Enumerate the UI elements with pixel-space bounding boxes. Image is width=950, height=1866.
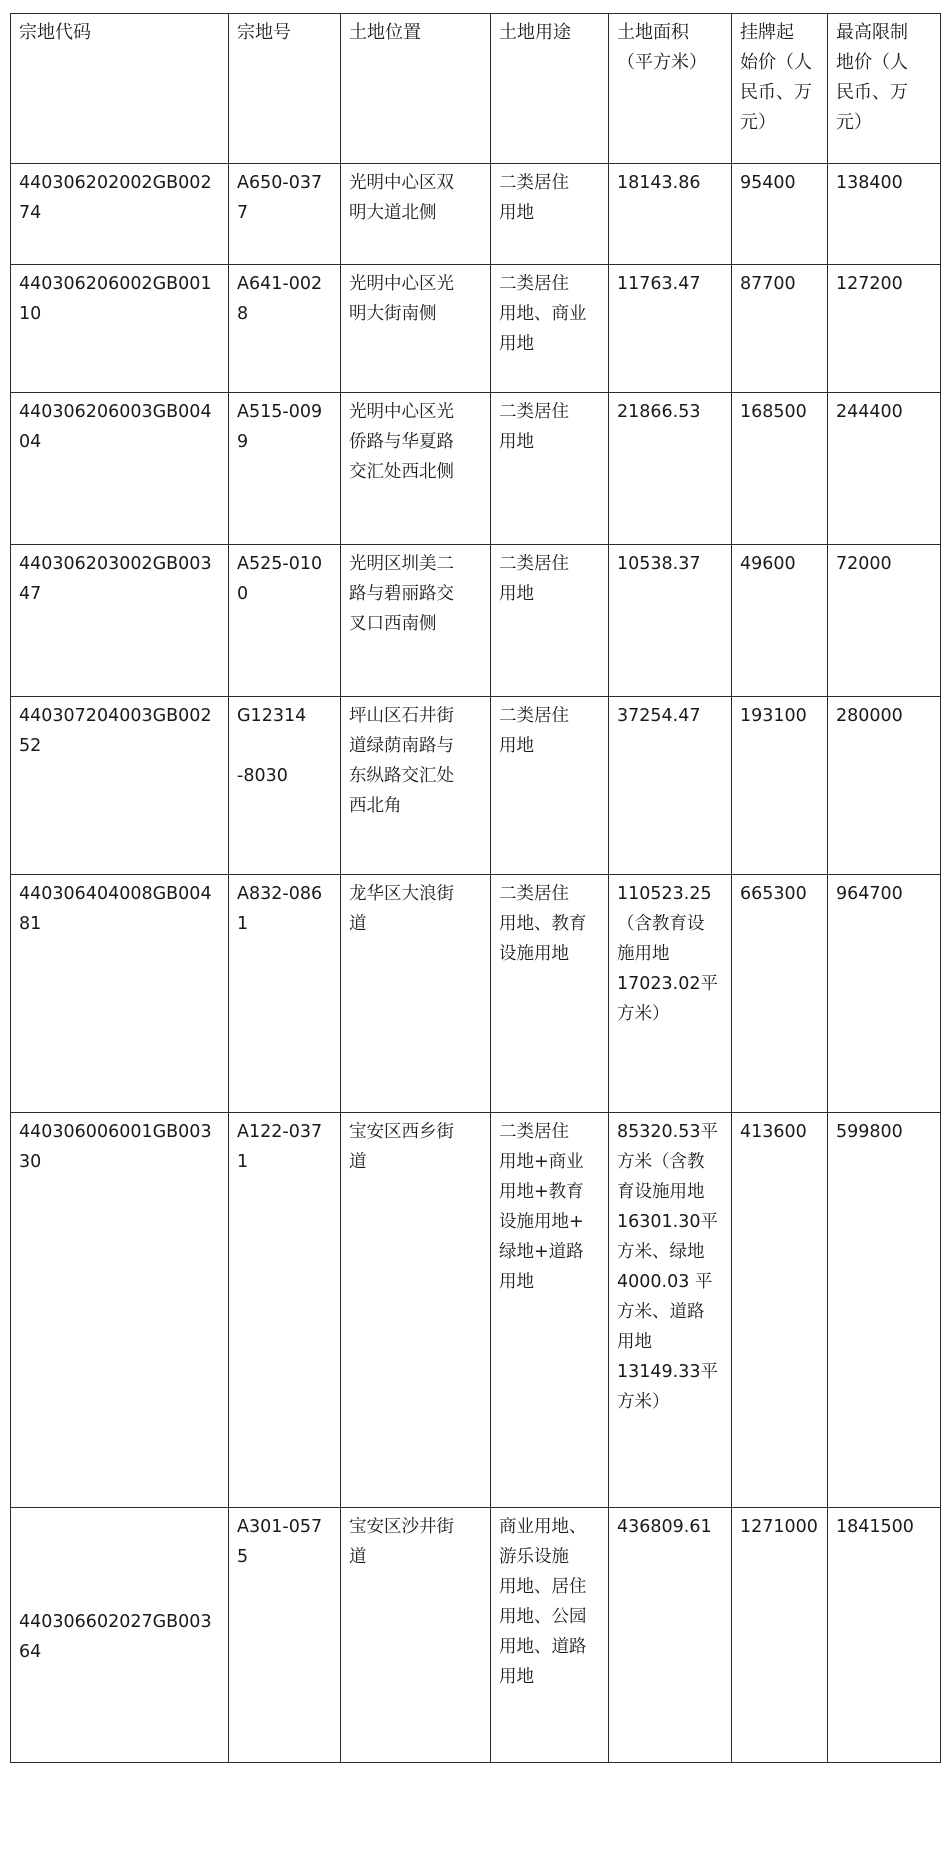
- table-row: [11, 875, 941, 1113]
- cell-land-location: 光明中心区双 明大道北侧: [341, 164, 491, 265]
- cell-land-location: 龙华区大浪街 道: [341, 875, 491, 1113]
- cell-parcel-code: 440306602027GB00364: [11, 1508, 229, 1763]
- header-land-area: 土地面积 （平方米）: [609, 14, 732, 164]
- cell-starting-price: 95400: [732, 164, 828, 265]
- table-header-row: [11, 14, 941, 164]
- cell-parcel-number: A301-0575: [229, 1508, 341, 1763]
- cell-max-price: 964700: [828, 875, 941, 1113]
- cell-land-use: 二类居住 用地: [491, 545, 609, 697]
- cell-land-area: 37254.47: [609, 697, 732, 875]
- header-starting-price: 挂牌起 始价（人 民币、万 元）: [732, 14, 828, 164]
- cell-max-price: 72000: [828, 545, 941, 697]
- cell-parcel-number: A122-0371: [229, 1113, 341, 1508]
- header-land-use: 土地用途: [491, 14, 609, 164]
- cell-land-use: 二类居住 用地: [491, 164, 609, 265]
- cell-land-location: 宝安区沙井街 道: [341, 1508, 491, 1763]
- table-row: [11, 545, 941, 697]
- cell-max-price: 280000: [828, 697, 941, 875]
- cell-land-use: 二类居住 用地、商业 用地: [491, 265, 609, 393]
- cell-starting-price: 1271000: [732, 1508, 828, 1763]
- cell-land-area: 11763.47: [609, 265, 732, 393]
- cell-land-area: 21866.53: [609, 393, 732, 545]
- cell-land-use: 二类居住 用地: [491, 393, 609, 545]
- land-parcel-table: [10, 13, 941, 1763]
- header-parcel-code: 宗地代码: [11, 14, 229, 164]
- table-row: [11, 697, 941, 875]
- table-row: [11, 265, 941, 393]
- cell-land-area: 18143.86: [609, 164, 732, 265]
- header-parcel-number: 宗地号: [229, 14, 341, 164]
- table-row: [11, 1508, 941, 1763]
- cell-land-location: 光明中心区光 侨路与华夏路 交汇处西北侧: [341, 393, 491, 545]
- cell-max-price: 1841500: [828, 1508, 941, 1763]
- cell-parcel-number: A650-0377: [229, 164, 341, 265]
- cell-starting-price: 168500: [732, 393, 828, 545]
- cell-land-area: 110523.25 （含教育设 施用地 17023.02平 方米）: [609, 875, 732, 1113]
- cell-parcel-code: 440306006001GB00330: [11, 1113, 229, 1508]
- table-row: [11, 393, 941, 545]
- cell-starting-price: 193100: [732, 697, 828, 875]
- cell-land-location: 光明区圳美二 路与碧丽路交 叉口西南侧: [341, 545, 491, 697]
- cell-max-price: 599800: [828, 1113, 941, 1508]
- cell-parcel-number: A525-0100: [229, 545, 341, 697]
- cell-starting-price: 665300: [732, 875, 828, 1113]
- cell-land-use: 二类居住 用地+商业 用地+教育 设施用地+ 绿地+道路 用地: [491, 1113, 609, 1508]
- cell-parcel-code: 440306202002GB00274: [11, 164, 229, 265]
- cell-starting-price: 49600: [732, 545, 828, 697]
- cell-starting-price: 413600: [732, 1113, 828, 1508]
- header-land-location: 土地位置: [341, 14, 491, 164]
- cell-land-area: 85320.53平 方米（含教 育设施用地 16301.30平 方米、绿地 4000.03 平 方米、道路 用地 13149.33平 方米）: [609, 1113, 732, 1508]
- cell-land-location: 宝安区西乡街 道: [341, 1113, 491, 1508]
- cell-parcel-number: G12314 -8030: [229, 697, 341, 875]
- cell-parcel-code: 440306404008GB00481: [11, 875, 229, 1113]
- table-row: [11, 1113, 941, 1508]
- cell-land-area: 10538.37: [609, 545, 732, 697]
- cell-max-price: 127200: [828, 265, 941, 393]
- cell-land-use: 商业用地、 游乐设施 用地、居住 用地、公园 用地、道路 用地: [491, 1508, 609, 1763]
- cell-max-price: 138400: [828, 164, 941, 265]
- cell-parcel-number: A515-0099: [229, 393, 341, 545]
- cell-parcel-number: A641-0028: [229, 265, 341, 393]
- cell-land-use: 二类居住 用地、教育 设施用地: [491, 875, 609, 1113]
- cell-max-price: 244400: [828, 393, 941, 545]
- cell-parcel-code: 440307204003GB00252: [11, 697, 229, 875]
- cell-parcel-code: 440306203002GB00347: [11, 545, 229, 697]
- cell-land-location: 光明中心区光 明大街南侧: [341, 265, 491, 393]
- header-max-price: 最高限制 地价（人 民币、万 元）: [828, 14, 941, 164]
- cell-land-area: 436809.61: [609, 1508, 732, 1763]
- cell-land-use: 二类居住 用地: [491, 697, 609, 875]
- table-row: [11, 164, 941, 265]
- cell-land-location: 坪山区石井街 道绿荫南路与 东纵路交汇处 西北角: [341, 697, 491, 875]
- cell-parcel-code: 440306206003GB00404: [11, 393, 229, 545]
- cell-starting-price: 87700: [732, 265, 828, 393]
- cell-parcel-number: A832-0861: [229, 875, 341, 1113]
- cell-parcel-code: 440306206002GB00110: [11, 265, 229, 393]
